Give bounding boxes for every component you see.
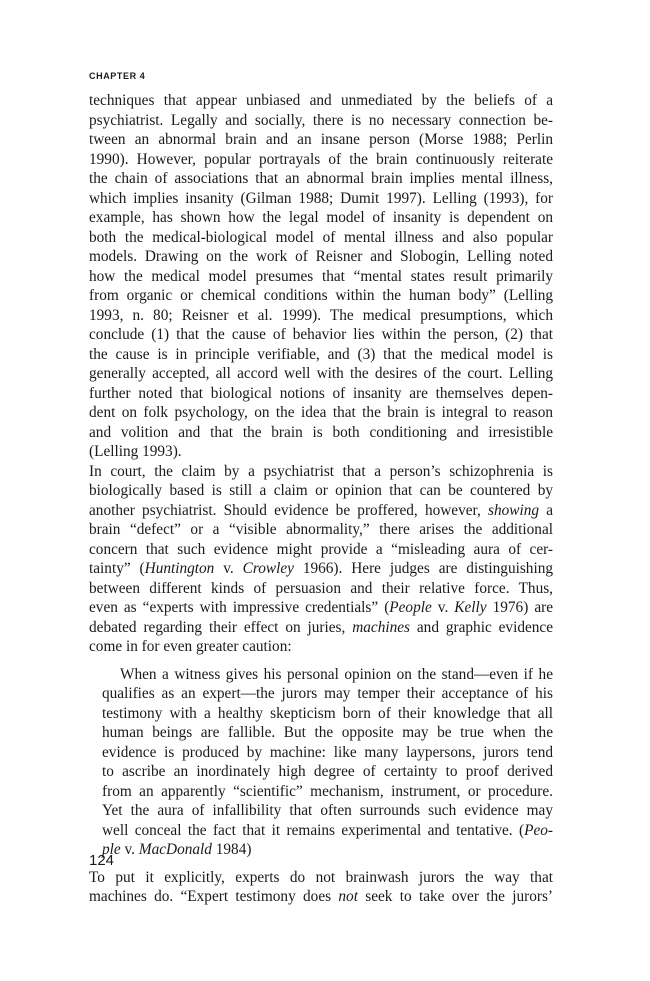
quote-line: ple v. MacDonald 1984) [102,841,252,858]
text-line: 1990). However, popular portrayals of the brain continuously reiterate [89,150,553,168]
text-line: come in for even greater caution: [89,638,292,655]
text-line: techniques that appear unbiased and unmediated by the beliefs of a [89,92,553,109]
quote-line: to ascribe an inordinately high degree of certainty to proof derived [102,763,553,780]
book-page [89,0,553,981]
quote-line: evidence is produced by machine: like many laypersons, jurors tend [102,743,553,761]
quote-line: testimony with a healthy skepticism born of their knowledge that all [102,704,553,722]
text-line: the cause is in principle verifiable, and (3) that the medical model is [89,345,553,363]
text-line: concern that such evidence might provide a “misleading aura of cer- [89,540,553,558]
block-quote [102,665,553,860]
text-line: how the medical model presumes that “mental states result primarily [89,267,553,285]
body-text [89,91,553,907]
quote-line: well conceal the fact that it remains experimental and tentative. (Peo- [102,821,553,839]
quote-line: from an apparently “scientific” mechanism, instrument, or procedure. [102,782,553,800]
text-line: between different kinds of persuasion and their relative force. Thus, [89,579,553,597]
paragraph-3 [89,868,553,907]
text-line: To put it explicitly, experts do not brainwash jurors the way that [89,868,553,886]
running-head: CHAPTER 4 [89,71,146,81]
text-line: In court, the claim by a psychiatrist that a person’s schizophrenia is [89,462,553,480]
text-line: the chain of associations that an abnormal brain implies mental illness, [89,170,553,187]
text-line: psychiatrist. Legally and socially, there is no necessary connection be- [89,111,553,129]
text-line: another psychiatrist. Should evidence be proffered, however, showing a [89,501,553,519]
text-line: example, has shown how the legal model of insanity is dependent on [89,209,553,226]
page-number: 124 [89,852,115,869]
quote-line: When a witness gives his personal opinion on the stand—even if he [120,665,553,683]
text-line: generally accepted, all accord well with the desires of the court. Lelling [89,365,553,382]
text-line: biologically based is still a claim or opinion that can be countered by [89,482,553,499]
text-line: both the medical-biological model of mental illness and also popular [89,228,553,246]
text-line: models. Drawing on the work of Reisner and Slobogin, Lelling noted [89,248,553,265]
text-line: machines do. “Expert testimony does not seek to take over the jurors’ [89,888,554,905]
text-line: even as “experts with impressive credentials” (People v. Kelly 1976) are [89,599,553,616]
text-line: (Lelling 1993). [89,443,182,460]
text-line: conclude (1) that the cause of behavior lies within the person, (2) that [89,326,553,343]
quote-line: human beings are fallible. But the opposite may be true when the [102,724,553,741]
quote-line: Yet the aura of infallibility that often surrounds such evidence may [102,802,553,819]
text-line: from organic or chemical conditions within the human body” (Lelling [89,287,553,304]
text-line: further noted that biological notions of insanity are themselves depen- [89,384,553,402]
text-line: 1993, n. 80; Reisner et al. 1999). The medical presumptions, which [89,306,553,324]
text-line: and volition and that the brain is both conditioning and irresistible [89,423,553,441]
paragraph-2 [89,462,553,657]
text-line: dent on folk psychology, on the idea that the brain is integral to reason [89,404,553,421]
text-line: debated regarding their effect on juries, machines and graphic evidence [89,618,553,636]
text-line: tainty” (Huntington v. Crowley 1966). Here judges are distinguishing [89,560,553,577]
text-line: brain “defect” or a “visible abnormality,” there arises the additional [89,521,553,538]
text-line: which implies insanity (Gilman 1988; Dumit 1997). Lelling (1993), for [89,189,553,207]
text-line: tween an abnormal brain and an insane person (Morse 1988; Perlin [89,131,553,148]
paragraph-1 [89,91,553,462]
quote-line: qualifies as an expert—the jurors may temper their acceptance of his [102,685,553,702]
